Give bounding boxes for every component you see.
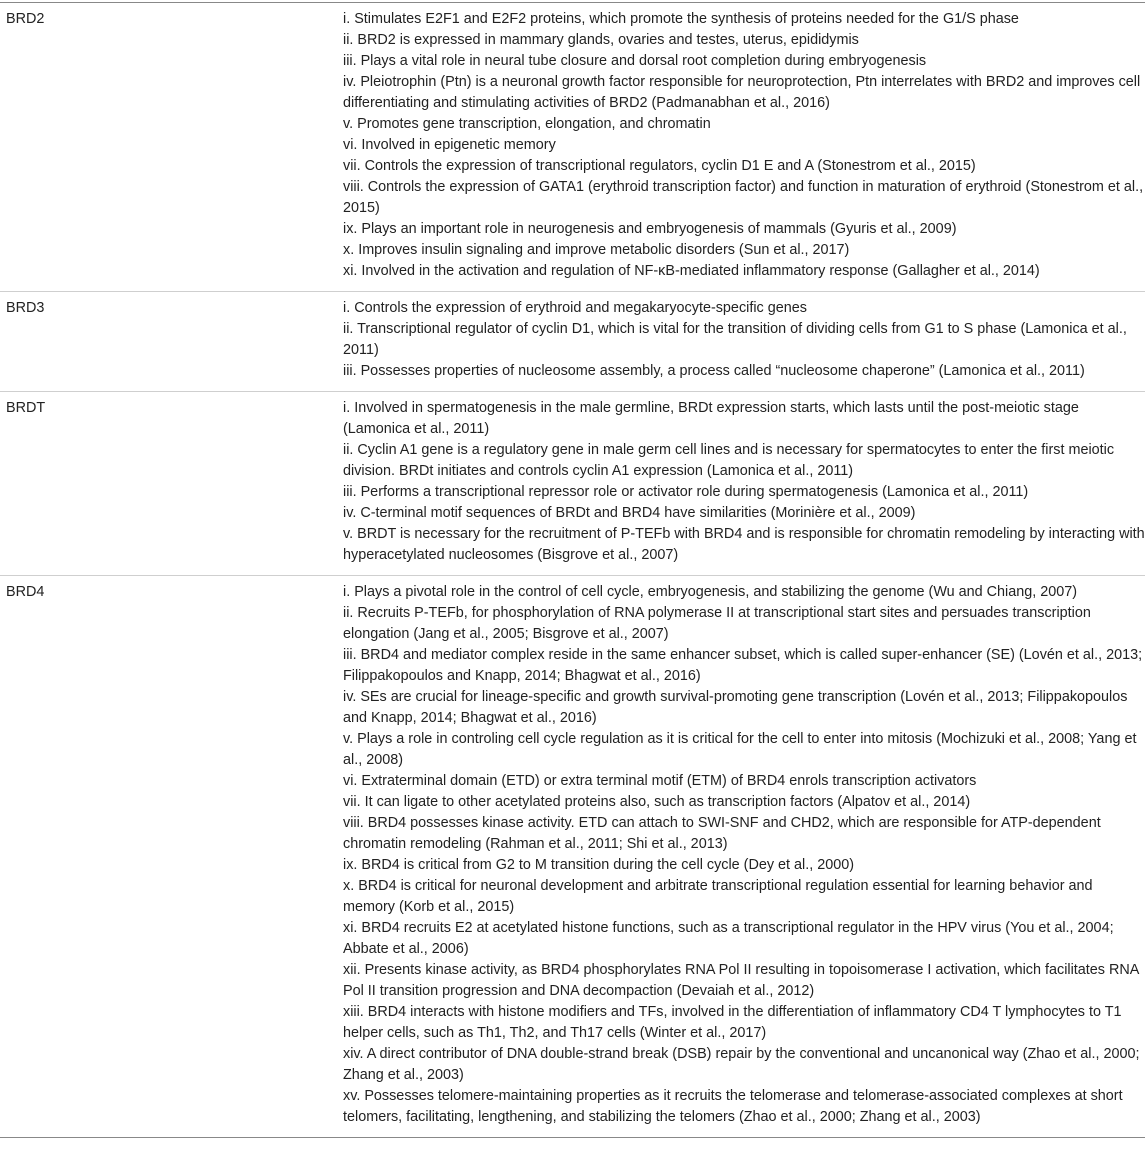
table-row-brd3 [0, 292, 1145, 392]
function-item: i. Involved in spermatogenesis in the male germline, BRDt expression starts, which lasts until the post-meiotic stage (Lamonica et al., 2011) [343, 400, 1079, 437]
function-item: iii. Performs a transcriptional repressor role or activator role during spermatogenesis (Lamonica et al., 2011) [343, 484, 1029, 500]
function-item: xiii. BRD4 interacts with histone modifiers and TFs, involved in the differentiation of inflammatory CD4 T lymphocytes to T1 helper cells, such as Th1, Th2, and Th17 cells (Winter et al., 2017) [343, 1004, 1122, 1041]
function-item: viii. BRD4 possesses kinase activity. ETD can attach to SWI-SNF and CHD2, which are responsible for ATP-dependent chromatin remodeling (Rahman et al., 2011; Shi et al., 2013) [343, 815, 1101, 852]
function-item: xv. Possesses telomere-maintaining properties as it recruits the telomerase and telomerase-associated complexes at short telomers, facilitating, lengthening, and stabilizing the telomers (Zhao et al., 2000; Zhang et al., 2003) [343, 1088, 1123, 1125]
function-item: i. Controls the expression of erythroid and megakaryocyte-specific genes [343, 300, 807, 316]
protein-name: BRDT [6, 400, 46, 416]
function-item: vi. Involved in epigenetic memory [343, 137, 556, 153]
table-row-brdt [0, 392, 1145, 576]
protein-name: BRD3 [6, 300, 45, 316]
function-item: xiv. A direct contributor of DNA double-strand break (DSB) repair by the conventional and uncanonical way (Zhao et al., 2000; Zhang et al., 2003) [343, 1046, 1140, 1083]
function-item: vi. Extraterminal domain (ETD) or extra terminal motif (ETM) of BRD4 enrols transcription activators [343, 773, 977, 789]
protein-name: BRD4 [6, 584, 45, 600]
function-item: iii. BRD4 and mediator complex reside in the same enhancer subset, which is called super-enhancer (SE) (Lovén et al., 2013; Filippakopoulos and Knapp, 2014; Bhagwat et al., 2016) [343, 647, 1143, 684]
table-row-brd4 [0, 576, 1145, 1138]
function-item: vii. Controls the expression of transcriptional regulators, cyclin D1 E and A (Stonestrom et al., 2015) [343, 158, 976, 174]
function-item: ii. Transcriptional regulator of cyclin D1, which is vital for the transition of dividing cells from G1 to S phase (Lamonica et al., 2011) [343, 321, 1127, 358]
function-item: iv. Pleiotrophin (Ptn) is a neuronal growth factor responsible for neuroprotection, Ptn interrelates with BRD2 and improves cell differentiating and stimulating activities of BRD2 (Padmanabhan et al., 2016) [343, 74, 1141, 111]
function-item: vii. It can ligate to other acetylated proteins also, such as transcription factors (Alpatov et al., 2014) [343, 794, 971, 810]
function-item: ix. BRD4 is critical from G2 to M transition during the cell cycle (Dey et al., 2000) [343, 857, 855, 873]
function-item: xi. BRD4 recruits E2 at acetylated histone functions, such as a transcriptional regulator in the HPV virus (You et al., 2004; Abbate et al., 2006) [343, 920, 1114, 957]
function-list [343, 398, 1145, 566]
protein-name: BRD2 [6, 11, 45, 27]
function-item: x. BRD4 is critical for neuronal development and arbitrate transcriptional regulation essential for learning behavior and memory (Korb et al., 2015) [343, 878, 1093, 915]
function-item: viii. Controls the expression of GATA1 (erythroid transcription factor) and function in maturation of erythroid (Stonestrom et al., 2015) [343, 179, 1144, 216]
function-item: v. Promotes gene transcription, elongation, and chromatin [343, 116, 711, 132]
function-item: v. BRDT is necessary for the recruitment of P-TEFb with BRD4 and is responsible for chromatin remodeling by interacting with hyperacetylated nucleosomes (Bisgrove et al., 2007) [343, 526, 1145, 563]
function-item: i. Plays a pivotal role in the control of cell cycle, embryogenesis, and stabilizing the genome (Wu and Chiang, 2007) [343, 584, 1078, 600]
function-item: i. Stimulates E2F1 and E2F2 proteins, which promote the synthesis of proteins needed for the G1/S phase [343, 11, 1019, 27]
function-item: iii. Plays a vital role in neural tube closure and dorsal root completion during embryogenesis [343, 53, 927, 69]
protein-function-table [0, 2, 1145, 1138]
function-item: ix. Plays an important role in neurogenesis and embryogenesis of mammals (Gyuris et al., 2009) [343, 221, 957, 237]
function-item: iii. Possesses properties of nucleosome assembly, a process called “nucleosome chaperone” (Lamonica et al., 2011) [343, 363, 1085, 379]
function-list [343, 582, 1145, 1128]
function-item: ii. BRD2 is expressed in mammary glands, ovaries and testes, uterus, epididymis [343, 32, 859, 48]
function-item: ii. Recruits P-TEFb, for phosphorylation of RNA polymerase II at transcriptional start sites and persuades transcription elongation (Jang et al., 2005; Bisgrove et al., 2007) [343, 605, 1091, 642]
table-row-brd2 [0, 3, 1145, 292]
function-item: xi. Involved in the activation and regulation of NF-κB-mediated inflammatory response (Gallagher et al., 2014) [343, 263, 1040, 279]
function-item: ii. Cyclin A1 gene is a regulatory gene in male germ cell lines and is necessary for spermatocytes to enter the first meiotic division. BRDt initiates and controls cyclin A1 expression (Lamonica et al., 2011) [343, 442, 1115, 479]
function-item: iv. SEs are crucial for lineage-specific and growth survival-promoting gene transcription (Lovén et al., 2013; Filippakopoulos and Knapp, 2014; Bhagwat et al., 2016) [343, 689, 1128, 726]
function-list [343, 298, 1145, 382]
function-item: x. Improves insulin signaling and improve metabolic disorders (Sun et al., 2017) [343, 242, 850, 258]
function-item: v. Plays a role in controling cell cycle regulation as it is critical for the cell to enter into mitosis (Mochizuki et al., 2008; Yang et al., 2008) [343, 731, 1137, 768]
function-item: iv. C-terminal motif sequences of BRDt and BRD4 have similarities (Morinière et al., 2009) [343, 505, 916, 521]
function-list [343, 9, 1145, 282]
function-item: xii. Presents kinase activity, as BRD4 phosphorylates RNA Pol II resulting in topoisomerase I activation, which facilitates RNA Pol II transition progression and DNA decompaction (Devaiah et al., 2012) [343, 962, 1139, 999]
